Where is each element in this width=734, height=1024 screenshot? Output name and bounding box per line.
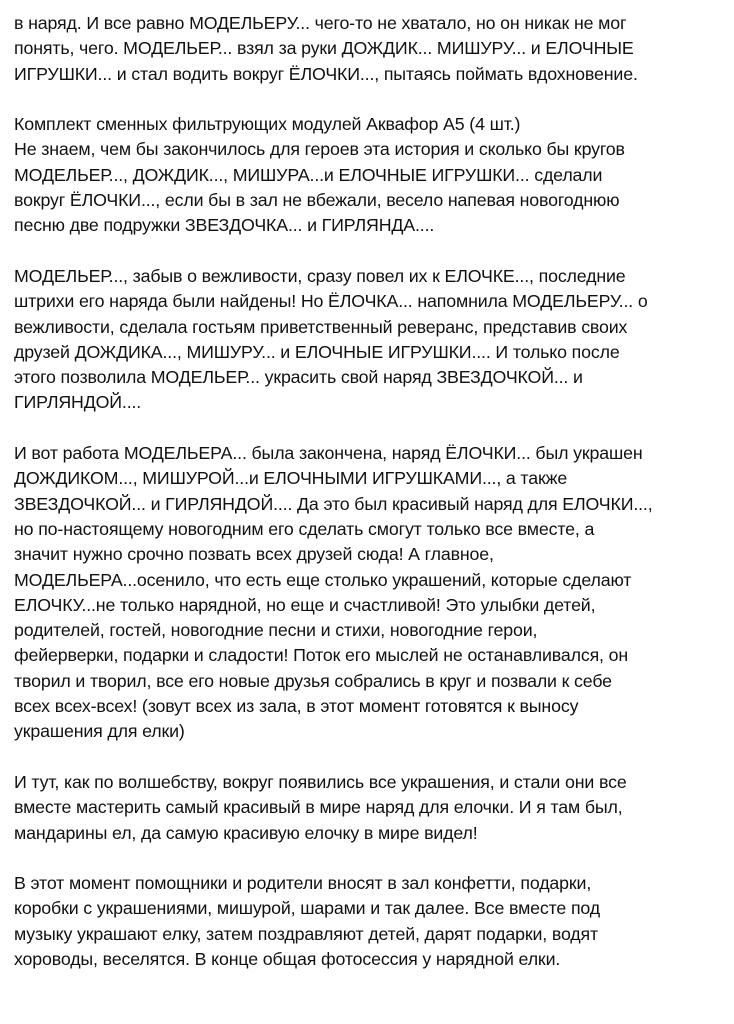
text-line: МОДЕЛЬЕР..., забыв о вежливости, сразу повел их к ЕЛОЧКЕ..., последние	[14, 265, 626, 286]
text-line: ЗВЕЗДОЧКОЙ... и ГИРЛЯНДОЙ.... Да это был красивый наряд для ЕЛОЧКИ...,	[14, 493, 653, 514]
text-line: этого позволила МОДЕЛЬЕР... украсить свой наряд ЗВЕЗДОЧКОЙ... и	[14, 367, 583, 388]
text-line: МОДЕЛЬЕРА...осенило, что есть еще столько украшений, которые сделают	[14, 569, 632, 590]
text-line: ДОЖДИКОМ..., МИШУРОЙ...и ЕЛОЧНЫМИ ИГРУШКАМИ..., а также	[14, 468, 568, 489]
paragraph-4	[14, 441, 726, 745]
paragraph-2	[14, 112, 726, 238]
text-line: ГИРЛЯНДОЙ....	[14, 392, 142, 413]
text-line: фейерверки, подарки и сладости! Поток его мыслей не останавливался, он	[14, 645, 629, 666]
text-line: МОДЕЛЬЕР..., ДОЖДИК..., МИШУРА...и ЕЛОЧНЫЕ ИГРУШКИ... сделали	[14, 164, 603, 185]
text-line: всех всех-всех! (зовут всех из зала, в этот момент готовятся к выносу	[14, 696, 579, 717]
text-line: родителей, гостей, новогодние песни и стихи, новогодние герои,	[14, 620, 538, 641]
text-line: вежливости, сделала гостьям приветственный реверанс, представив своих	[14, 316, 628, 337]
text-line: Комплект сменных фильтрующих модулей Аквафор А5 (4 шт.)	[14, 114, 521, 135]
paragraph-1	[14, 11, 726, 87]
text-line: значит нужно срочно позвать всех друзей сюда! А главное,	[14, 544, 494, 565]
text-line: штрихи его наряда были найдены! Но ЁЛОЧКА... напомнила МОДЕЛЬЕРУ... о	[14, 291, 648, 312]
text-line: ЕЛОЧКУ...не только нарядной, но еще и счастливой! Это улыбки детей,	[14, 594, 596, 615]
text-line: в наряд. И все равно МОДЕЛЬЕРУ... чего-то не хватало, но он никак не мог	[14, 13, 627, 33]
document-page	[14, 11, 726, 972]
text-line: Не знаем, чем бы закончилось для героев эта история и сколько бы кругов	[14, 139, 625, 160]
text-line: творил и творил, все его новые друзья собрались в круг и позвали к себе	[14, 670, 612, 691]
paragraph-6	[14, 871, 726, 972]
text-line: вокруг ЁЛОЧКИ..., если бы в зал не вбежали, весело напевая новогоднюю	[14, 190, 620, 211]
text-line: украшения для елки)	[14, 721, 185, 742]
paragraph-5	[14, 770, 726, 846]
text-line: ИГРУШКИ... и стал водить вокруг ЁЛОЧКИ..., пытаясь поймать вдохновение.	[14, 63, 638, 84]
text-line: И тут, как по волшебству, вокруг появились все украшения, и стали они все	[14, 771, 627, 792]
text-line: В этот момент помощники и родители вносят в зал конфетти, подарки,	[14, 873, 592, 894]
text-line: И вот работа МОДЕЛЬЕРА... была закончена, наряд ЁЛОЧКИ... был украшен	[14, 443, 643, 464]
text-line: но по-настоящему новогодним его сделать смогут только все вместе, а	[14, 518, 595, 539]
text-line: песню две подружки ЗВЕЗДОЧКА... и ГИРЛЯНДА....	[14, 215, 435, 236]
text-line: друзей ДОЖДИКА..., МИШУРУ... и ЕЛОЧНЫЕ ИГРУШКИ.... И только после	[14, 341, 620, 362]
text-line: хороводы, веселятся. В конце общая фотосессия у нарядной елки.	[14, 948, 561, 969]
paragraph-3	[14, 264, 726, 416]
text-line: музыку украшают елку, затем поздравляют детей, дарят подарки, водят	[14, 923, 598, 944]
text-line: мандарины ел, да самую красивую елочку в мире видел!	[14, 822, 478, 843]
text-line: понять, чего. МОДЕЛЬЕР... взял за руки ДОЖДИК... МИШУРУ... и ЕЛОЧНЫЕ	[14, 38, 634, 59]
text-line: коробки с украшениями, мишурой, шарами и так далее. Все вместе под	[14, 898, 600, 919]
text-line: вместе мастерить самый красивый в мире наряд для елочки. И я там был,	[14, 797, 623, 818]
